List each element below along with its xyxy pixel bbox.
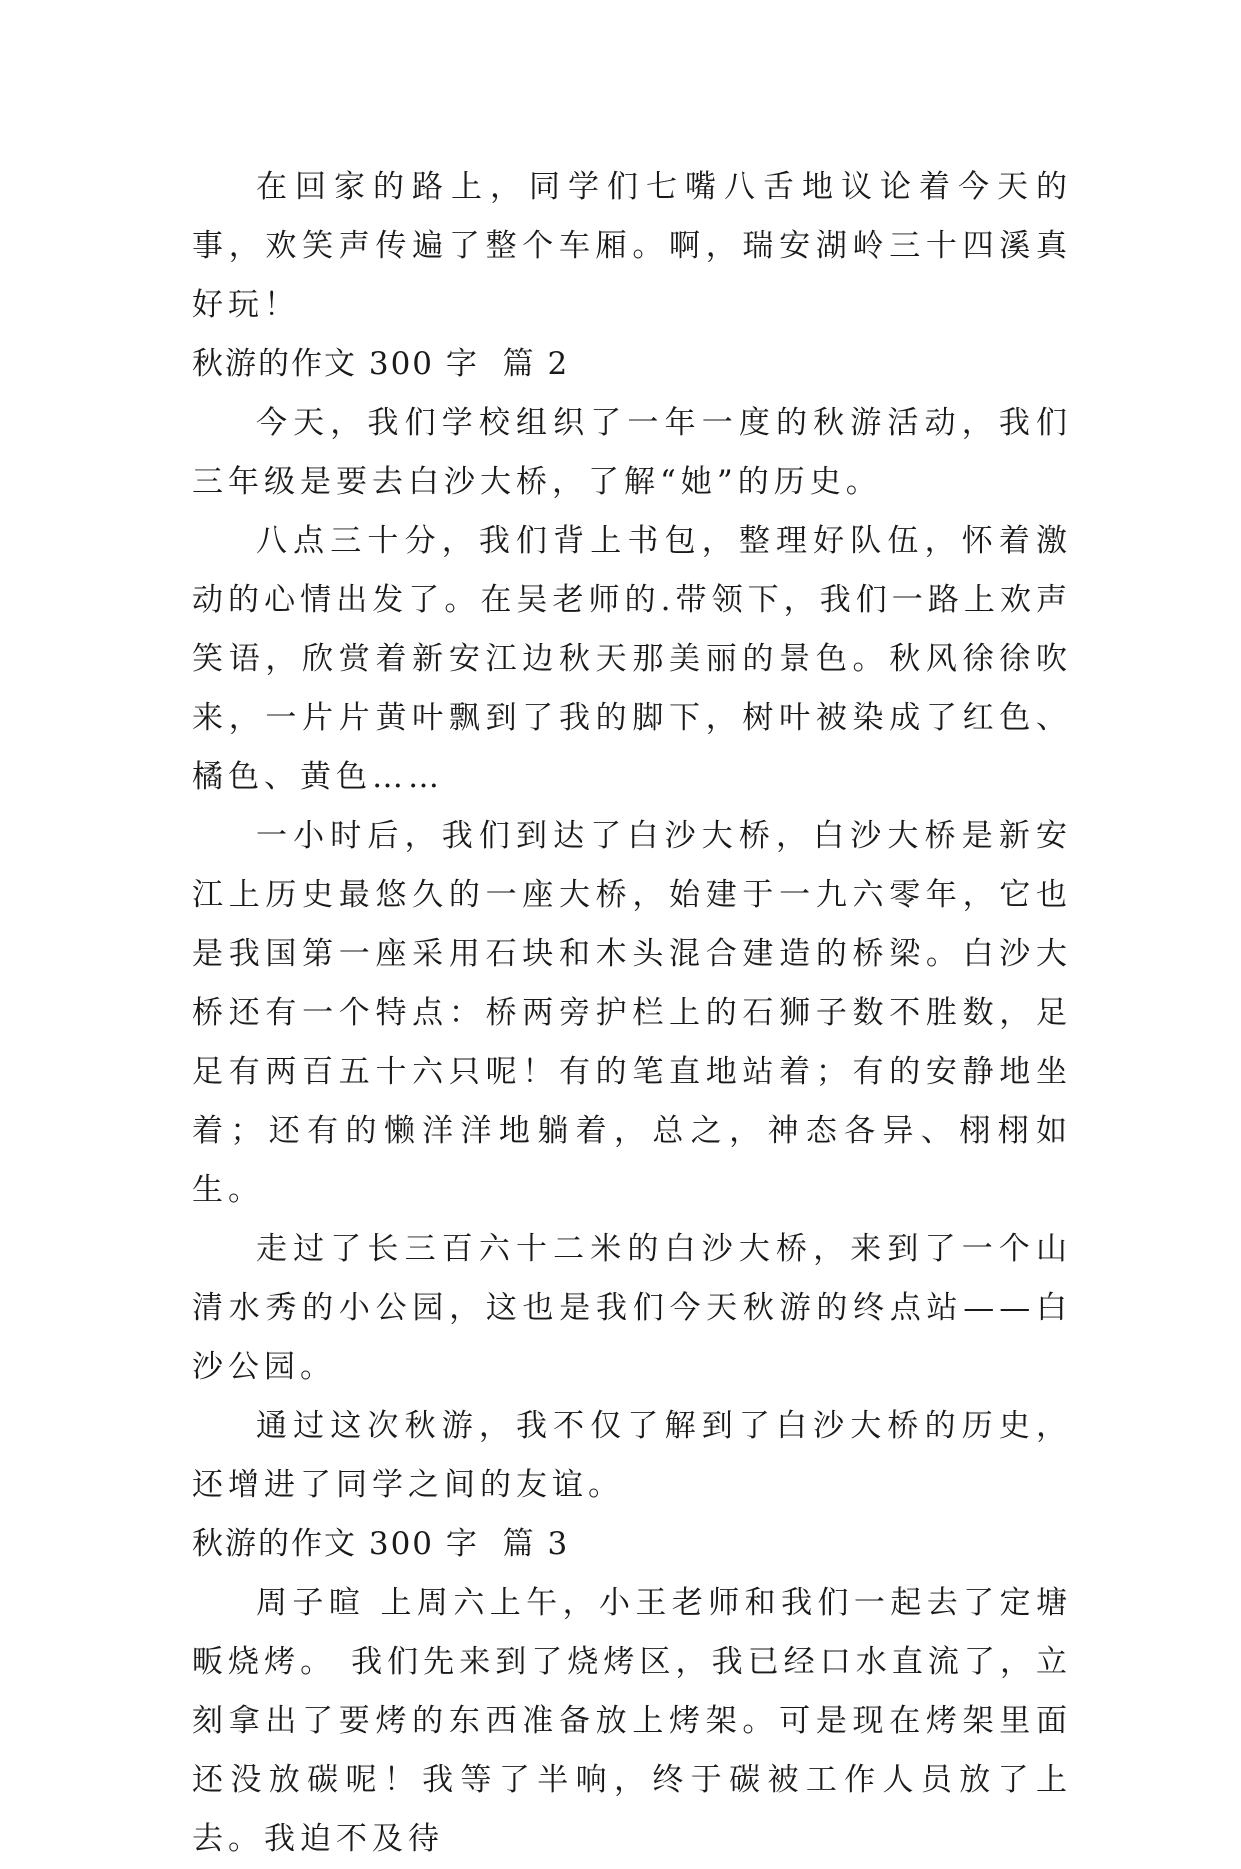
section-heading: 秋游的作文 300 字 篇 3 bbox=[192, 1526, 570, 1562]
paragraph: 周子暄 上周六上午，小王老师和我们一起去了定塘畈烧烤。 我们先来到了烧烤区，我已经口水直流了，立刻拿出了要烤的东西准备放上烤架。可是现在烤架里面还没放碳呢！我等了半响，终于碳被工作人员放了上去。我迫不及待 bbox=[192, 1585, 1072, 1857]
paragraph: 一小时后，我们到达了白沙大桥，白沙大桥是新安江上历史最悠久的一座大桥，始建于一九六零年，它也是我国第一座采用石块和木头混合建造的桥梁。白沙大桥还有一个特点：桥两旁护栏上的石狮子数不胜数，足足有两百五十六只呢！有的笔直地站着；有的安静地坐着；还有的懒洋洋地躺着，总之，神态各异、栩栩如生。 bbox=[192, 818, 1072, 1208]
paragraph: 走过了长三百六十二米的白沙大桥，来到了一个山清水秀的小公园，这也是我们今天秋游的终点站——白沙公园。 bbox=[192, 1231, 1072, 1385]
paragraph: 通过这次秋游，我不仅了解到了白沙大桥的历史，还增进了同学之间的友谊。 bbox=[192, 1408, 1072, 1503]
paragraph: 今天，我们学校组织了一年一度的秋游活动，我们三年级是要去白沙大桥，了解“她”的历史。 bbox=[192, 405, 1072, 500]
section-heading: 秋游的作文 300 字 篇 2 bbox=[192, 346, 570, 382]
paragraph: 八点三十分，我们背上书包，整理好队伍，怀着激动的心情出发了。在吴老师的.带领下，我们一路上欢声笑语，欣赏着新安江边秋天那美丽的景色。秋风徐徐吹来，一片片黄叶飘到了我的脚下，树叶被染成了红色、橘色、黄色…… bbox=[192, 523, 1072, 795]
paragraph: 在回家的路上，同学们七嘴八舌地议论着今天的事，欢笑声传遍了整个车厢。啊，瑞安湖岭三十四溪真好玩！ bbox=[192, 169, 1072, 323]
document-body bbox=[192, 158, 1072, 1869]
